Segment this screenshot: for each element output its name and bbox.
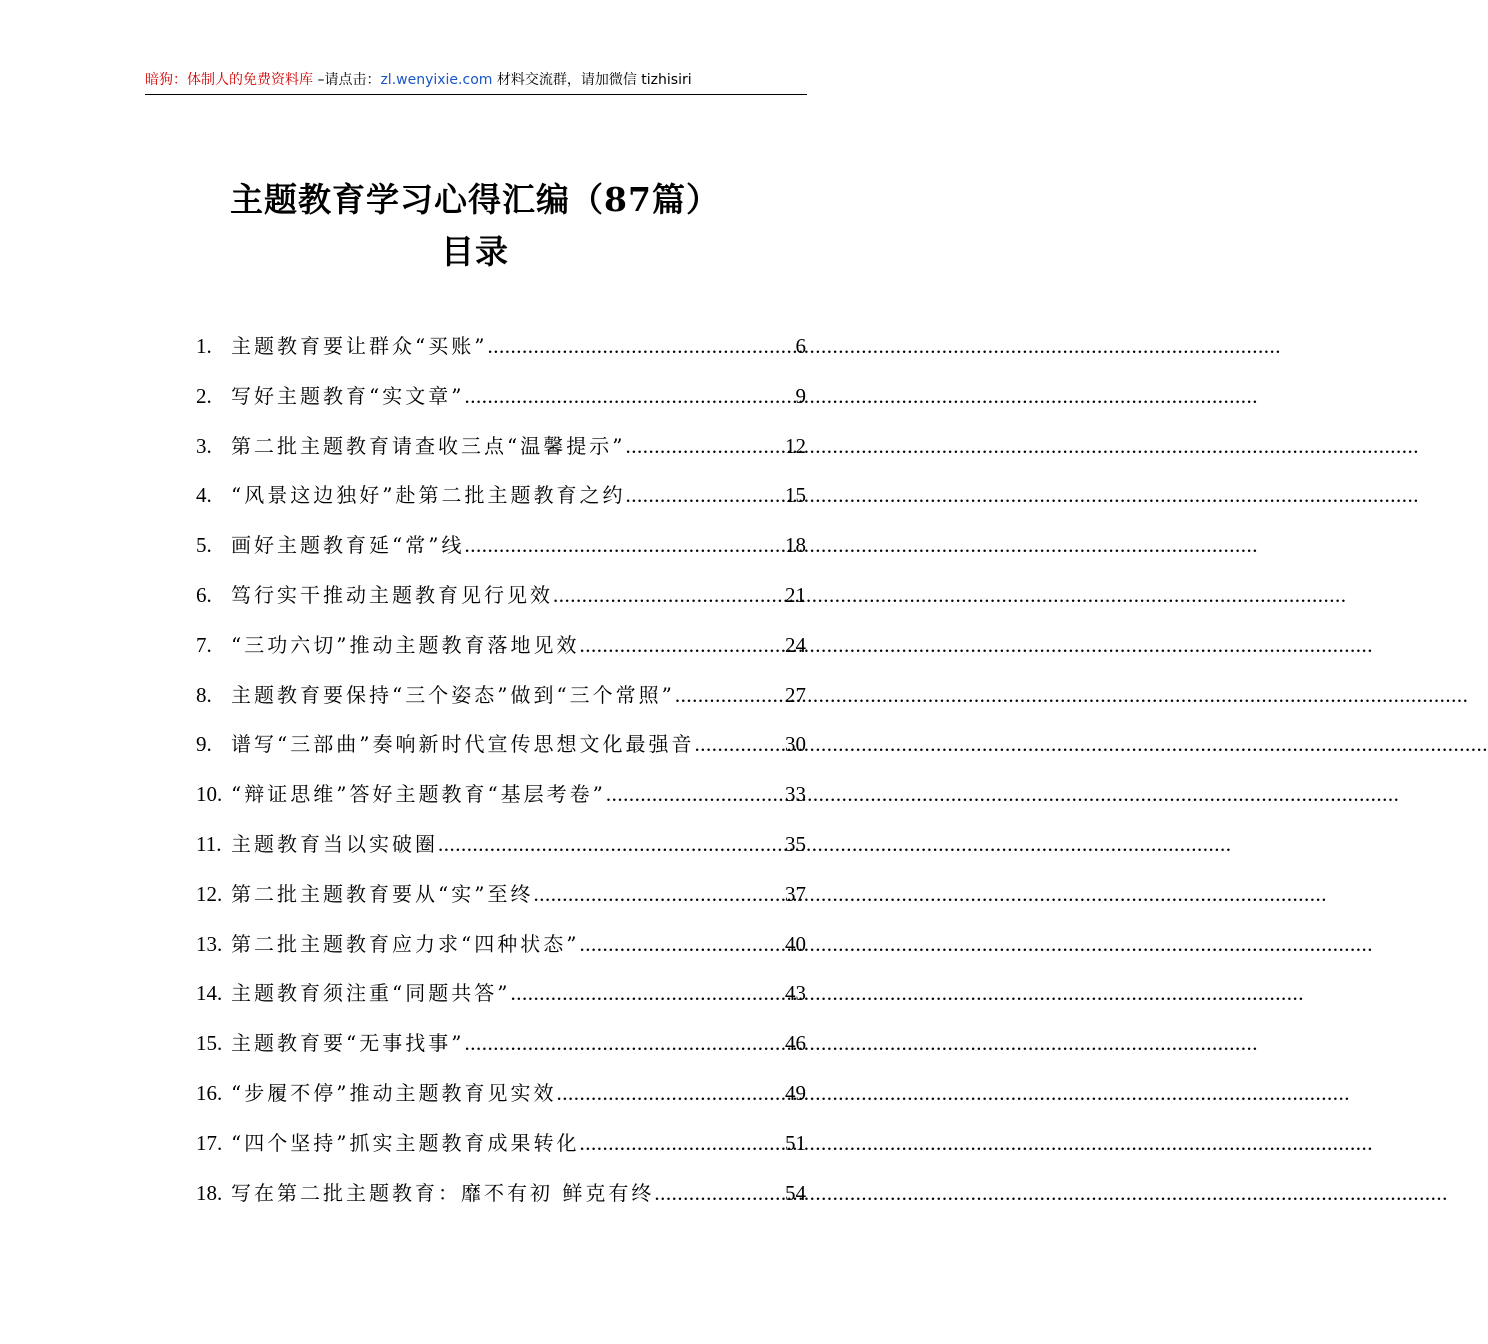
toc-entry-number: 3. (196, 433, 212, 458)
toc-entry[interactable] (196, 1177, 806, 1227)
toc-entry-number: 14. (196, 981, 223, 1006)
document-title: 主题教育学习心得汇编（87篇） (230, 180, 720, 219)
toc-entry-title: “四个坚持”抓实主题教育成果转化 (231, 1130, 580, 1155)
toc-entry[interactable] (196, 479, 806, 529)
toc-entry-title: 主题教育当以实破圈 (231, 831, 438, 856)
toc-leader-dots (464, 1031, 785, 1056)
toc-entry-title: 第二批主题教育应力求“四种状态” (231, 931, 580, 956)
toc-entry-number: 5. (196, 533, 212, 558)
toc-leader-dots (438, 832, 785, 857)
toc-leader-dots (694, 732, 785, 757)
toc-entry-title: “三功六切”推动主题教育落地见效 (231, 632, 580, 657)
toc-entry-number: 11. (196, 831, 222, 856)
toc-leader-dots (579, 1131, 785, 1156)
toc-entry-title: 主题教育要“无事找事” (231, 1031, 465, 1056)
toc-entry-number: 16. (196, 1080, 223, 1105)
toc-entry-page: 12 (785, 433, 806, 458)
header-click-prompt: –请点击： (313, 72, 381, 88)
toc-entry-title: 主题教育须注重“同题共答” (231, 981, 511, 1006)
toc-entry-page: 30 (785, 732, 806, 757)
header-link[interactable]: zl.wenyixie.com (380, 72, 493, 88)
toc-leader-dots (625, 434, 785, 459)
toc-leader-dots (464, 533, 785, 558)
toc-entry-number: 8. (196, 682, 212, 707)
header-wechat-note: 材料交流群，请加微信 tizhisiri (492, 72, 692, 88)
toc-entry[interactable] (196, 579, 806, 629)
toc-entry-title: 第二批主题教育请查收三点“温馨提示” (231, 433, 626, 458)
toc-entry[interactable] (196, 728, 806, 778)
toc-entry[interactable] (196, 330, 806, 380)
toc-leader-dots (510, 981, 785, 1006)
toc-entry-page: 24 (785, 632, 806, 657)
toc-entry-page: 46 (785, 1031, 806, 1056)
toc-entry-title: “风景这边独好”赴第二批主题教育之约 (231, 483, 626, 508)
toc-heading: 目录 (441, 232, 509, 271)
toc-entry-number: 15. (196, 1031, 223, 1056)
toc-entry-number: 9. (196, 732, 212, 757)
toc-entry-page: 37 (785, 881, 806, 906)
toc-leader-dots (464, 384, 795, 409)
toc-entry[interactable] (196, 977, 806, 1027)
toc-entry-page: 35 (785, 831, 806, 856)
toc-entry[interactable] (196, 529, 806, 579)
toc-leader-dots (606, 782, 785, 807)
toc-entry[interactable] (196, 380, 806, 430)
toc-entry[interactable] (196, 679, 806, 729)
toc-entry-title: 写在第二批主题教育：靡不有初 鲜克有终 (231, 1180, 655, 1205)
toc-entry-page: 33 (785, 782, 806, 807)
toc-entry-page: 54 (785, 1180, 806, 1205)
toc-entry-title: 第二批主题教育要从“实”至终 (231, 881, 534, 906)
toc-entry[interactable] (196, 430, 806, 480)
toc-entry-page: 27 (785, 682, 806, 707)
toc-entry-number: 13. (196, 931, 223, 956)
toc-entry-number: 7. (196, 632, 212, 657)
toc-entry-page: 49 (785, 1080, 806, 1105)
watermark-header (145, 70, 807, 95)
table-of-contents (196, 330, 806, 1226)
toc-entry-title: 主题教育要保持“三个姿态”做到“三个常照” (231, 682, 675, 707)
toc-entry-title: 谱写“三部曲”奏响新时代宣传思想文化最强音 (231, 732, 695, 757)
toc-leader-dots (533, 882, 785, 907)
toc-entry-number: 1. (196, 334, 212, 358)
toc-entry-title: 画好主题教育延“常”线 (231, 533, 465, 558)
toc-entry-number: 2. (196, 383, 212, 408)
toc-entry-title: “步履不停”推动主题教育见实效 (231, 1080, 557, 1105)
toc-entry-number: 17. (196, 1130, 223, 1155)
toc-leader-dots (675, 683, 785, 708)
toc-entry-page: 21 (785, 582, 806, 607)
toc-entry[interactable] (196, 1127, 806, 1177)
toc-entry-page: 43 (785, 981, 806, 1006)
toc-entry[interactable] (196, 878, 806, 928)
toc-entry[interactable] (196, 928, 806, 978)
toc-leader-dots (579, 633, 785, 658)
toc-entry[interactable] (196, 1077, 806, 1127)
toc-entry-number: 12. (196, 881, 223, 906)
toc-leader-dots (579, 932, 785, 957)
toc-entry-title: “辩证思维”答好主题教育“基层考卷” (231, 782, 606, 807)
toc-entry[interactable] (196, 629, 806, 679)
toc-entry-title: 主题教育要让群众“买账” (231, 334, 488, 358)
toc-entry-page: 6 (795, 334, 806, 358)
toc-entry[interactable] (196, 1027, 806, 1077)
toc-entry-number: 6. (196, 582, 212, 607)
toc-leader-dots (553, 583, 785, 608)
toc-entry-number: 4. (196, 483, 212, 508)
toc-entry-number: 10. (196, 782, 223, 807)
toc-entry-page: 18 (785, 533, 806, 558)
toc-entry-page: 9 (795, 383, 806, 408)
toc-entry[interactable] (196, 778, 806, 828)
toc-leader-dots (556, 1081, 785, 1106)
header-site-name: 暗狗：体制人的免费资料库 (145, 72, 313, 88)
toc-leader-dots (654, 1181, 785, 1206)
toc-entry-number: 18. (196, 1180, 223, 1205)
toc-entry-title: 写好主题教育“实文章” (231, 383, 465, 408)
toc-entry-page: 51 (785, 1130, 806, 1155)
toc-entry-page: 15 (785, 483, 806, 508)
toc-entry-title: 笃行实干推动主题教育见行见效 (231, 582, 553, 607)
toc-leader-dots (625, 483, 785, 508)
toc-entry[interactable] (196, 828, 806, 878)
toc-leader-dots (487, 334, 795, 359)
toc-entry-page: 40 (785, 931, 806, 956)
